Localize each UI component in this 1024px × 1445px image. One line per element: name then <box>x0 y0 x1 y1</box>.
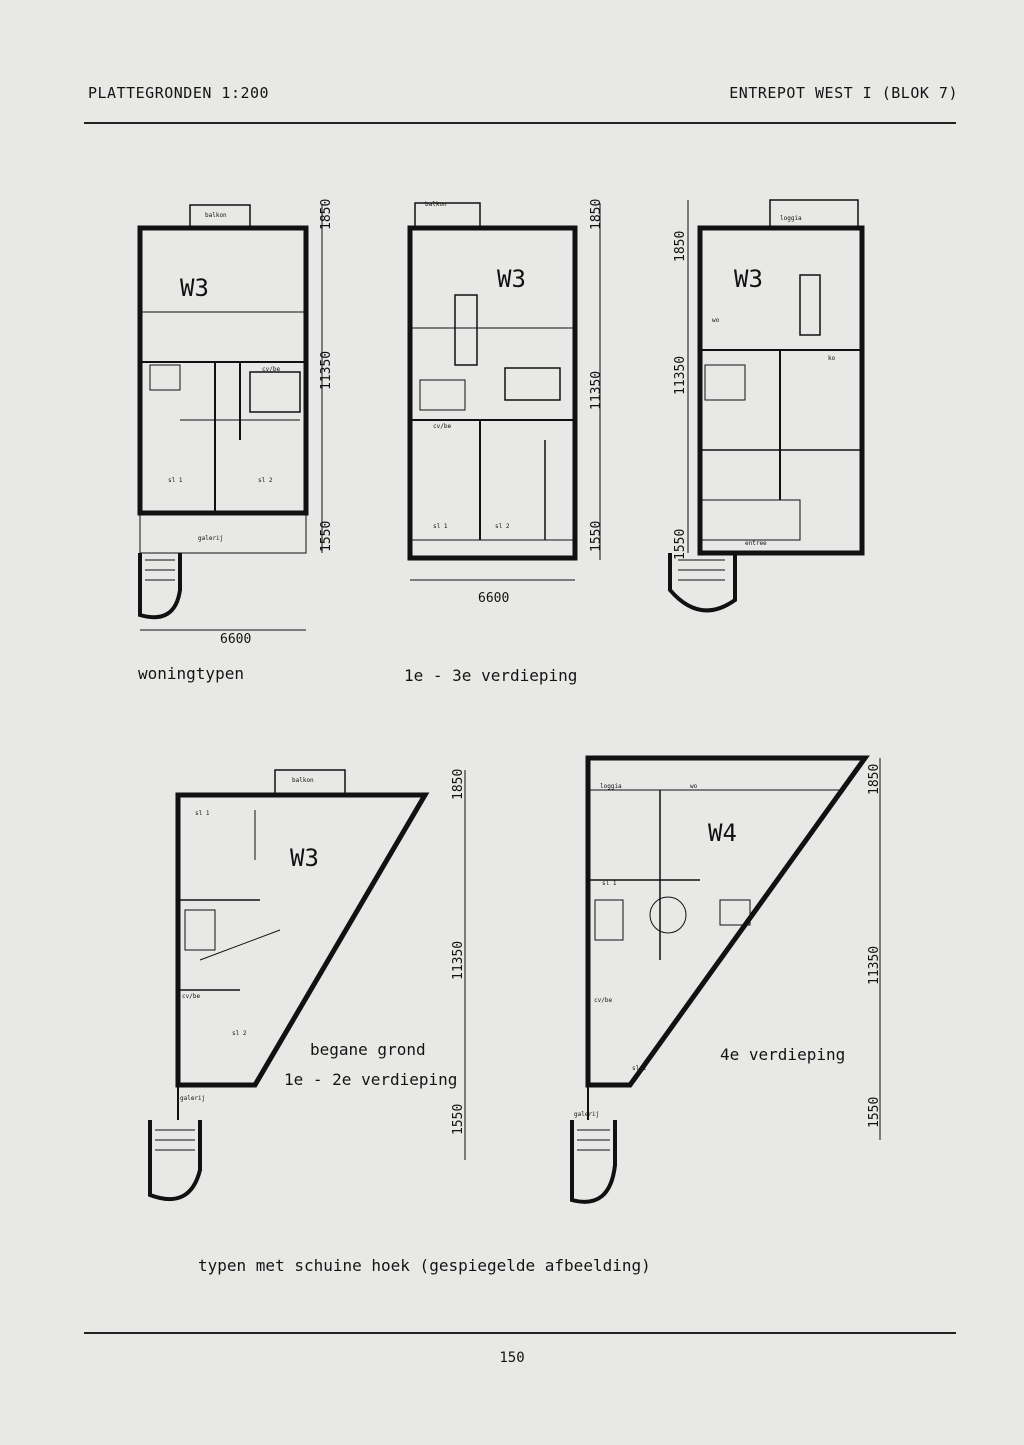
room-cvbe-2: cv/be <box>433 423 452 430</box>
dim-1550-2: 1550 <box>589 520 604 552</box>
page-number: 150 <box>499 1350 525 1366</box>
dim-6600-2: 6600 <box>478 591 510 606</box>
type-label-2: W3 <box>497 265 526 293</box>
room-balkon-1: balkon <box>205 212 227 219</box>
caption-1e-3e-verdieping: 1e - 3e verdieping <box>404 666 578 685</box>
room-wo-5: wo <box>690 783 698 790</box>
caption-begane-grond: begane grond <box>310 1040 426 1059</box>
room-sl2-5: sl 2 <box>632 1065 647 1072</box>
caption-woningtypen: woningtypen <box>138 664 244 683</box>
room-sl2-1: sl 2 <box>258 477 273 484</box>
dim-11350-2: 11350 <box>589 370 604 410</box>
room-sl1-1: sl 1 <box>168 477 183 484</box>
dim-1850-2: 1850 <box>589 198 604 230</box>
dim-1550-4: 1550 <box>451 1103 466 1135</box>
room-sl1-2: sl 1 <box>433 523 448 530</box>
room-loggia-3: loggia <box>780 215 802 222</box>
dim-1850-1: 1850 <box>319 198 334 230</box>
plan-4e-top <box>670 200 862 610</box>
room-loggia-5: loggia <box>600 783 622 790</box>
room-cvbe-5: cv/be <box>594 997 613 1004</box>
header-right: ENTREPOT WEST I (BLOK 7) <box>729 84 958 102</box>
dim-6600-1: 6600 <box>220 632 252 647</box>
dim-1850-4: 1850 <box>451 768 466 800</box>
caption-1e-2e-verdieping: 1e - 2e verdieping <box>284 1070 458 1089</box>
dim-1550-1: 1550 <box>319 520 334 552</box>
room-cvbe-1: cv/be <box>262 366 281 373</box>
room-balkon-4: balkon <box>292 777 314 784</box>
footer-rule <box>84 1332 956 1334</box>
room-sl1-4: sl 1 <box>195 810 210 817</box>
plan-woningtypen <box>140 205 322 630</box>
room-sl2-4: sl 2 <box>232 1030 247 1037</box>
room-galerij-4: galerij <box>180 1095 206 1102</box>
dim-1550-5: 1550 <box>867 1096 882 1128</box>
room-sl2-2: sl 2 <box>495 523 510 530</box>
dim-11350-3: 11350 <box>673 355 688 395</box>
room-sl1-5: sl 1 <box>602 880 617 887</box>
dim-11350-5: 11350 <box>867 945 882 985</box>
room-entree-3: entree <box>745 540 767 547</box>
dim-11350-1: 11350 <box>319 350 334 390</box>
dim-1850-5: 1850 <box>867 763 882 795</box>
type-label-3: W3 <box>734 265 763 293</box>
header-left: PLATTEGRONDEN 1:200 <box>88 84 270 102</box>
dim-1550-3: 1550 <box>673 528 688 560</box>
room-galerij-5: galerij <box>574 1111 600 1118</box>
dim-11350-4: 11350 <box>451 940 466 980</box>
plan-begane-grond-slanted <box>150 770 465 1199</box>
room-ko-3: ko <box>828 355 836 362</box>
room-balkon-2: balkon <box>425 201 447 208</box>
dim-1850-3: 1850 <box>673 230 688 262</box>
caption-schuine-hoek: typen met schuine hoek (gespiegelde afbeelding) <box>198 1256 651 1275</box>
room-wo-3: wo <box>712 317 720 324</box>
room-galerij-1: galerij <box>198 535 224 542</box>
caption-4e-verdieping: 4e verdieping <box>720 1045 846 1064</box>
room-cvbe-4: cv/be <box>182 993 201 1000</box>
type-label-5: W4 <box>708 819 737 847</box>
type-label-4: W3 <box>290 844 319 872</box>
type-label-1: W3 <box>180 274 209 302</box>
